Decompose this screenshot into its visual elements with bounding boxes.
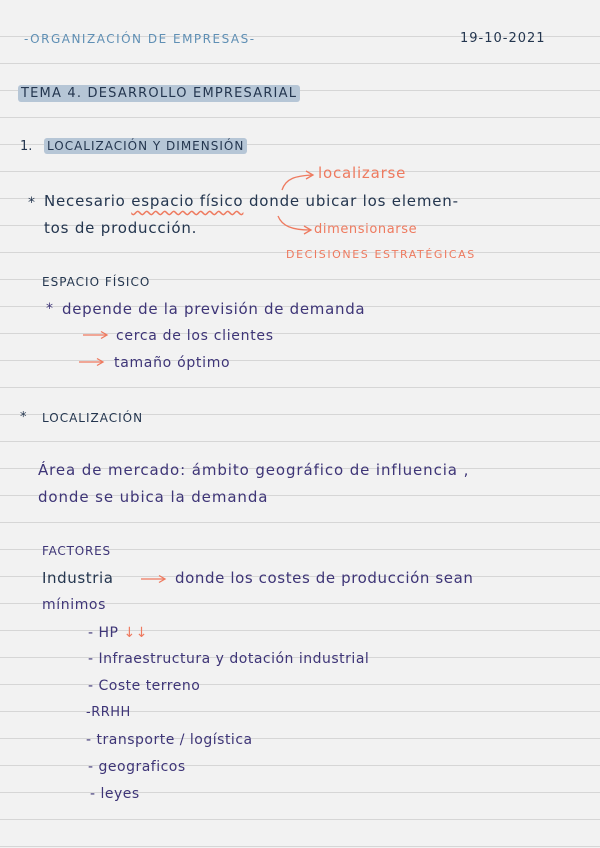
factor-hp: - HP — [88, 625, 119, 641]
section-number: 1. — [20, 139, 33, 154]
section-title-text: LOCALIZACIÓN Y DIMENSIÓN — [44, 138, 247, 154]
line1-post: donde ubicar los elemen- — [248, 192, 459, 210]
arrow-sub1 — [82, 330, 112, 340]
factor-item: - leyes — [90, 786, 140, 802]
decisiones-estrategicas: DECISIONES ESTRATÉGICAS — [286, 248, 476, 261]
localizacion-title: LOCALIZACIÓN — [42, 411, 144, 425]
branch-dimensionarse: dimensionarse — [314, 222, 418, 237]
date: 19-10-2021 — [460, 31, 546, 46]
arrow-industria — [140, 574, 170, 584]
espacio-title: ESPACIO FÍSICO — [42, 275, 151, 289]
branch-localizarse: localizarse — [318, 164, 407, 182]
necesario-line — [44, 194, 459, 209]
espacio-point: depende de la previsión de demanda — [62, 300, 366, 318]
arrow-sub2 — [78, 357, 108, 367]
line1-pre: Necesario — [44, 192, 126, 210]
espacio-sub1: cerca de los clientes — [116, 328, 274, 344]
espacio-sub2: tamaño óptimo — [114, 355, 231, 371]
bullet: * — [28, 195, 35, 211]
course-title: -ORGANIZACIÓN DE EMPRESAS- — [24, 32, 256, 46]
necesario-line-2: tos de producción. — [44, 219, 198, 237]
factor-item: - Coste terreno — [88, 678, 201, 694]
industria-cont: mínimos — [42, 597, 106, 613]
industria-text: donde los costes de producción sean — [175, 569, 474, 587]
espacio-fisico-key: espacio físico — [131, 192, 244, 210]
factor-item: - Infraestructura y dotación industrial — [88, 651, 370, 667]
section-title — [44, 140, 247, 152]
industria-label: Industria — [42, 569, 114, 587]
factor-item: -RRHH — [86, 705, 131, 720]
espacio-bullet: * — [46, 301, 53, 317]
area-line-1: Área de mercado: ámbito geográfico de influencia , — [38, 461, 470, 479]
factores-title: FACTORES — [42, 544, 111, 558]
factor-item: - geograficos — [88, 759, 186, 775]
localizacion-bullet: * — [20, 410, 27, 425]
area-line-2: donde se ubica la demanda — [38, 488, 269, 506]
factor-item: - transporte / logística — [86, 732, 253, 748]
hp-down-arrows: ↓↓ — [123, 625, 148, 641]
tema-title — [18, 87, 300, 100]
tema-title-text: TEMA 4. DESARROLLO EMPRESARIAL — [18, 85, 300, 102]
factor-item — [88, 626, 148, 640]
